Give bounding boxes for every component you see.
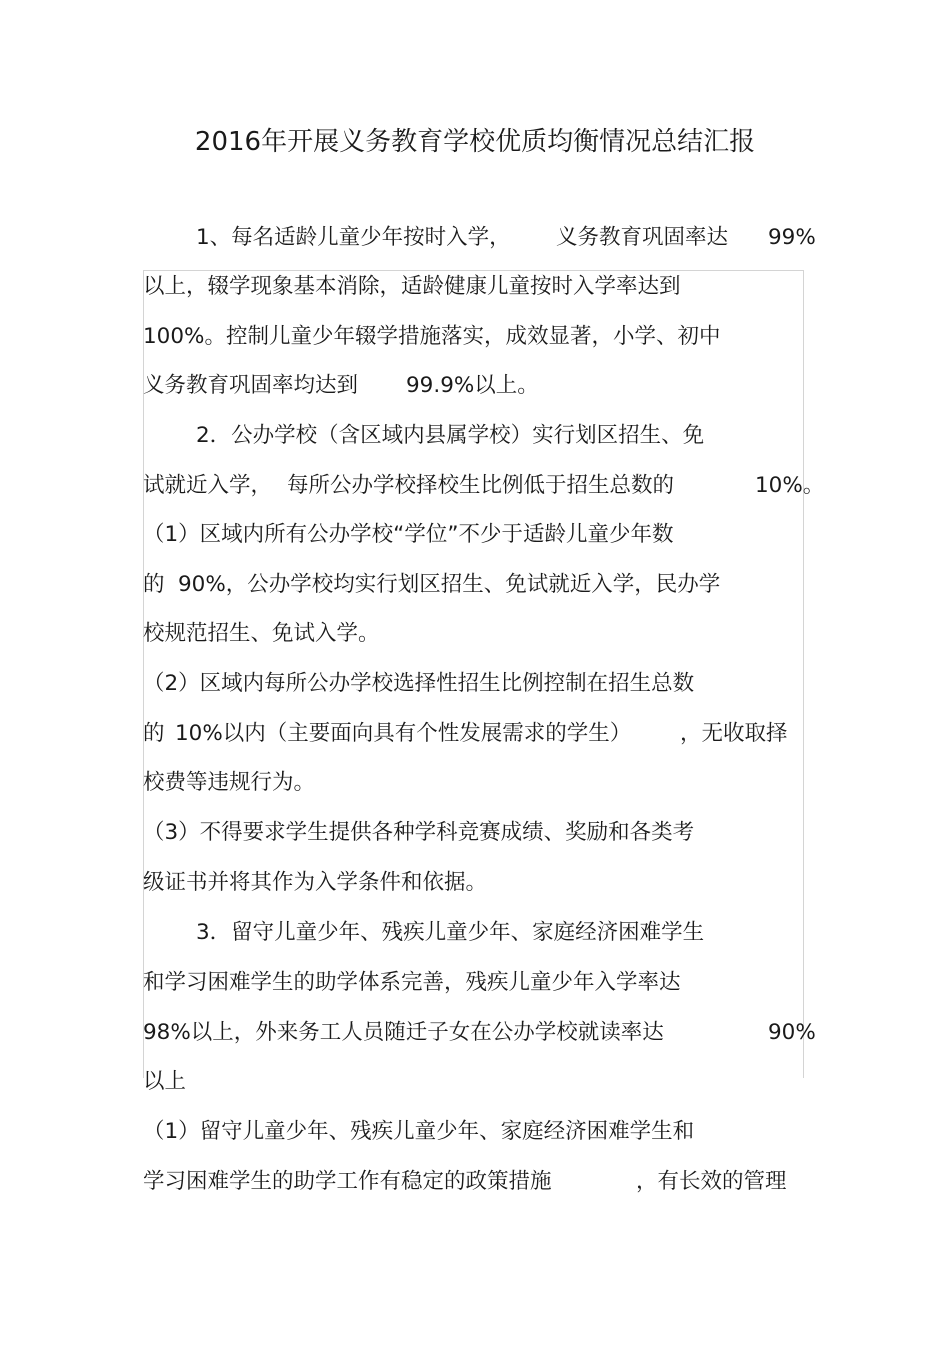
body-text: 3．留守儿童少年、残疾儿童少年、家庭经济困难学生 (196, 920, 705, 945)
body-text: （1）留守儿童少年、残疾儿童少年、家庭经济困难学生和 (143, 1119, 695, 1144)
body-text: 10%以内（主要面向具有个性发展需求的学生） (175, 721, 632, 746)
body-text: 90% (768, 1020, 816, 1045)
body-text: 以上，辍学现象基本消除，适龄健康儿童按时入学率达到 (143, 274, 681, 299)
body-text: 10%。 (755, 473, 825, 498)
body-text: 试就近入学， (143, 473, 273, 498)
body-text: 校规范招生、免试入学。 (143, 621, 380, 646)
body-text: ，无收取择 (680, 721, 788, 746)
body-text: 1、每名适龄儿童少年按时入学， (196, 225, 511, 250)
body-text: 的 (143, 572, 165, 597)
body-text: 90%，公办学校均实行划区招生、免试就近入学，民办学 (178, 572, 721, 597)
body-text: （1）区域内所有公办学校“学位”不少于适龄儿童少年数 (143, 522, 674, 547)
body-text: 校费等违规行为。 (143, 770, 316, 795)
body-text: 98%以上，外来务工人员随迁子女在公办学校就读率达 (143, 1020, 664, 1045)
body-text: 以上 (143, 1069, 187, 1094)
body-text: 学习困难学生的助学工作有稳定的政策措施 (143, 1169, 552, 1194)
document-title: 2016年开展义务教育学校优质均衡情况总结汇报 (194, 127, 756, 157)
body-text: 义务教育巩固率达 (556, 225, 729, 250)
body-text: 每所公办学校择校生比例低于招生总数的 (287, 473, 675, 498)
body-text: 的 (143, 721, 165, 746)
body-text: 2．公办学校（含区域内县属学校）实行划区招生、免 (196, 423, 705, 448)
body-text: 和学习困难学生的助学体系完善，残疾儿童少年入学率达 (143, 970, 681, 995)
frame-border-right (803, 270, 804, 1078)
body-text: （3）不得要求学生提供各种学科竞赛成绩、奖励和各类考 (143, 820, 695, 845)
body-text: ，有长效的管理 (636, 1169, 787, 1194)
body-text: 100%。控制儿童少年辍学措施落实，成效显著，小学、初中 (143, 324, 721, 349)
body-text: 级证书并将其作为入学条件和依据。 (143, 870, 488, 895)
body-text: 义务教育巩固率均达到 (143, 373, 359, 398)
body-text: （2）区域内每所公办学校选择性招生比例控制在招生总数 (143, 671, 695, 696)
body-text: 99% (768, 225, 816, 250)
frame-border-top (143, 270, 804, 271)
body-text: 99.9%以上。 (406, 373, 539, 398)
